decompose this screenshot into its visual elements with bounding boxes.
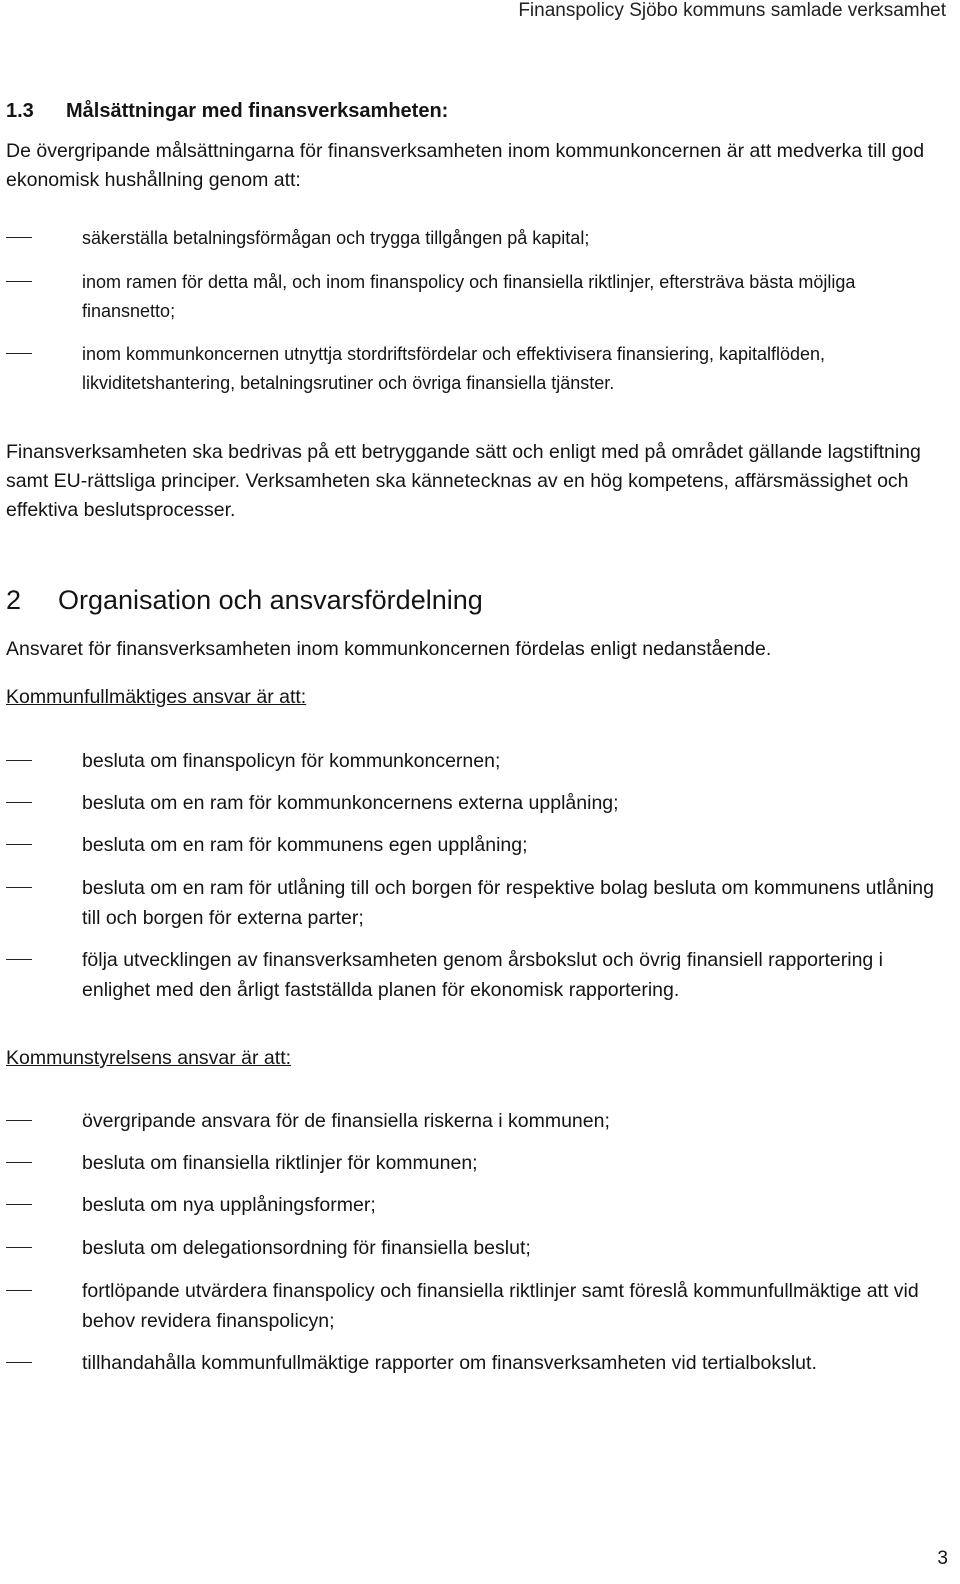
dash-bullet: [6, 959, 32, 960]
section-1-3-closing: Finansverksamheten ska bedrivas på ett betryggande sätt och enligt med på området gällande lagstiftning samt EU-rättsliga principer. Verksamheten ska kännetecknas av en hög kompetens, affärsmässighet och effektiva beslutsprocesser.: [6, 441, 921, 521]
dash-bullet: [6, 1204, 32, 1205]
dash-bullet: [6, 1162, 32, 1163]
dash-bullet: [6, 1362, 32, 1363]
section-1-3-heading: [6, 100, 946, 123]
section-title: Organisation och ansvarsfördelning: [58, 585, 483, 615]
document-page: Finanspolicy Sjöbo kommuns samlade verksamhet 1.3 Målsättningar med finansverksamheten: De övergripande målsättningarna för finansverksamheten inom kommunkoncernen är att medverka till god ekonomisk hushållning genom att: säkerställa betalningsförmågan och trygga tillgången på kapital; inom ramen för detta mål, och inom finanspolicy och finansiella riktlinjer, eftersträva bästa möjliga finansnetto; inom kommunkoncernen utnyttja stordriftsfördelar och effektivisera finansiering, kapitalflöden, likviditetshantering, betalningsrutiner och övriga finansiella tjänster. Finansverksamheten ska bedrivas på ett betryggande sätt och enligt med på området gällande lagstiftning samt EU-rättsliga principer. Verksamheten ska kännetecknas av en hög kompetens, affärsmässighet och effektiva beslutsprocesser. 2 Organisation och ansvarsfördelning Ansvaret för finansverksamheten inom kommunkoncernen fördelas enligt nedanstående. Kommunfullmäktiges ansvar är att: besluta om finanspolicyn för kommunkoncernen; besluta om en ram för kommunkoncernens externa upplåning; besluta om en ram för kommunens egen upplåning; besluta om en ram för utlåning till och borgen för respektive bolag besluta om kommunens utlåning till och borgen för externa parter; följa utvecklingen av finansverksamheten genom årsbokslut och övrig finansiell rapportering i enlighet med den årligt fastställda planen för ekonomisk rapportering. Kommunstyrelsens ansvar är att: övergripande ansvara för de finansiella riskerna i kommunen; besluta om finansiella riktlinjer för kommunen; besluta om nya upplåningsformer; besluta om delegationsordning för finansiella beslut; fortlöpande utvärdera finanspolicy och finansiella riktlinjer samt föreslå kommunfullmäktige att vid behov revidera finanspolicyn; tillhandahålla kommunfullmäktige rapporter om finansverksamheten vid tertialbokslut. 3: [6, 0, 948, 1569]
dash-bullet: [6, 760, 32, 761]
kf-heading: Kommunfullmäktiges ansvar är att:: [6, 686, 307, 708]
dash-bullet: [6, 887, 32, 888]
section-2-heading: [6, 585, 946, 616]
dash-bullet: [6, 237, 32, 238]
dash-bullet: [6, 281, 32, 282]
dash-bullet: [6, 1247, 32, 1248]
dash-bullet: [6, 844, 32, 845]
dash-bullet: [6, 1120, 32, 1121]
page-number: 3: [937, 1548, 948, 1569]
section-2-intro: Ansvaret för finansverksamheten inom kommunkoncernen fördelas enligt nedanstående.: [6, 638, 772, 660]
dash-bullet: [6, 802, 32, 803]
section-number: 1.3: [6, 100, 34, 122]
running-header: Finanspolicy Sjöbo kommuns samlade verksamhet: [518, 0, 946, 21]
section-title: Målsättningar med finansverksamheten:: [66, 100, 449, 122]
dash-bullet: [6, 1290, 32, 1291]
section-number: 2: [6, 585, 22, 615]
ks-heading: Kommunstyrelsens ansvar är att:: [6, 1047, 292, 1069]
dash-bullet: [6, 353, 32, 354]
section-1-3-intro: De övergripande målsättningarna för finansverksamheten inom kommunkoncernen är att medverka till god ekonomisk hushållning genom att:: [6, 140, 925, 191]
